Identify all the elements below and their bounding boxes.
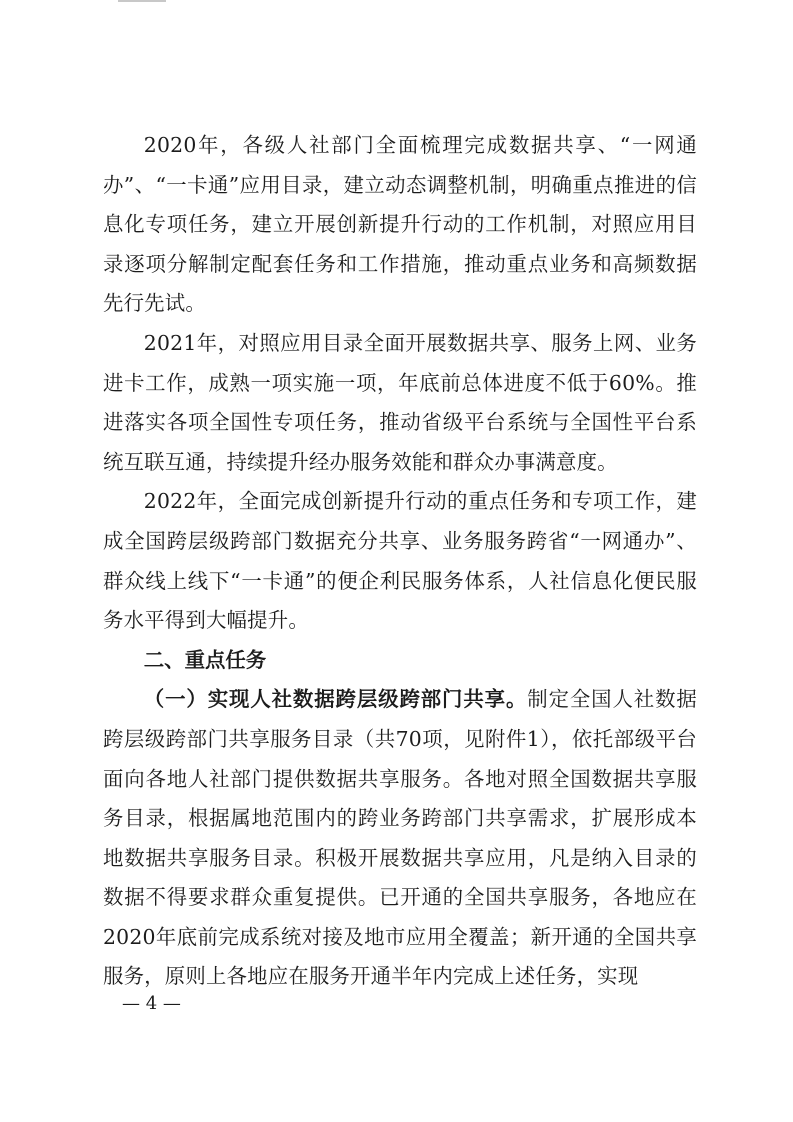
task-one-lead: （一）实现人社数据跨层级跨部门共享。 <box>143 687 528 712</box>
scan-edge-mark <box>118 0 166 2</box>
paragraph-2022: 2022年，全面完成创新提升行动的重点任务和专项工作，建成全国跨层级跨部门数据充分共享、业务服务跨省“一网通办”、群众线上线下“一卡通”的便企利民服务体系，人社信息化便民服务水平得到大幅提升。 <box>103 489 697 633</box>
section-heading-key-tasks: 二、重点任务 <box>143 647 267 672</box>
document-page <box>103 126 697 997</box>
paragraph-task-one <box>103 680 697 997</box>
task-one-body: 制定全国人社数据跨层级跨部门共享服务目录（共70项，见附件1），依托部级平台面向各地人社部门提供数据共享服务。各地对照全国数据共享服务目录，根据属地范围内的跨业务跨部门共享需求，扩展形成本地数据共享服务目录。积极开展数据共享应用，凡是纳入目录的数据不得要求群众重复提供。已开通的全国共享服务，各地应在2020年底前完成系统对接及地市应用全覆盖；新开通的全国共享服务，原则上各地应在服务开通半年内完成上述任务，实现 <box>103 687 697 989</box>
paragraph-2021: 2021年，对照应用目录全面开展数据共享、服务上网、业务进卡工作，成熟一项实施一项，年底前总体进度不低于60%。推进落实各项全国性专项任务，推动省级平台系统与全国性平台系统互联互通，持续提升经办服务效能和群众办事满意度。 <box>103 330 697 474</box>
page-number: — 4 — <box>122 993 181 1014</box>
paragraph-2020: 2020年，各级人社部门全面梳理完成数据共享、“一网通办”、“一卡通”应用目录，建立动态调整机制，明确重点推进的信息化专项任务，建立开展创新提升行动的工作机制，对照应用目录逐项分解制定配套任务和工作措施，推动重点业务和高频数据先行先试。 <box>103 133 697 316</box>
